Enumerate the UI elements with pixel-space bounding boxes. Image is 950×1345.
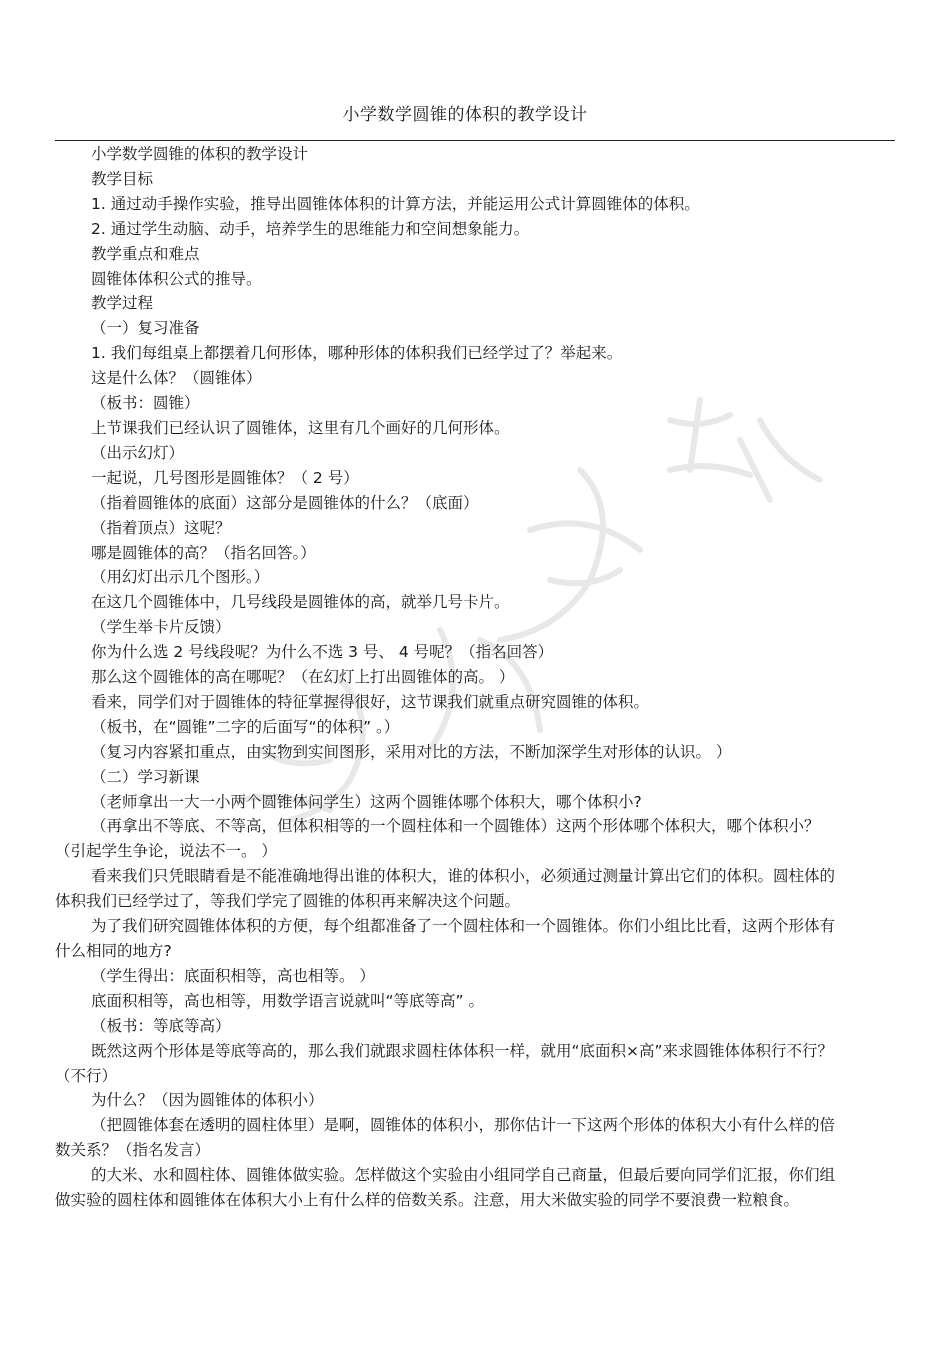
body-line: 你为什么选 2 号线段呢？为什么不选 3 号、 4 号呢？（指名回答）: [91, 643, 554, 662]
body-line: 这是什么体？（圆锥体）: [91, 369, 262, 388]
title-divider: [55, 140, 895, 141]
body-paragraph: （把圆锥体套在透明的圆柱体里）是啊，圆锥体的体积小，那你估计一下这两个形体的体积大小有什么样的倍数关系？（指名发言）: [55, 1116, 836, 1160]
body-line: （学生举卡片反馈）: [91, 618, 231, 637]
section-heading-process: 教学过程: [91, 294, 154, 313]
body-paragraph: 为了我们研究圆锥体体积的方便，每个组都准备了一个圆柱体和一个圆锥体。你们小组比比看，这两个形体有什么相同的地方?: [55, 917, 836, 960]
body-paragraph: 既然这两个形体是等底等高的，那么我们就跟求圆柱体体积一样，就用“底面积×高”来求圆锥体体积行不行？（不行）: [55, 1041, 834, 1085]
body-line: （板书，在“圆锥”二字的后面写“的体积” 。）: [91, 717, 400, 736]
body-line: （指着圆锥体的底面）这部分是圆锥体的什么？（底面）: [91, 493, 479, 512]
subsection-heading: （一）复习准备: [91, 319, 200, 338]
section-heading-key-points: 教学重点和难点: [91, 244, 200, 263]
body-line: 圆锥体体积公式的推导。: [91, 269, 262, 288]
doc-heading: 小学数学圆锥的体积的教学设计: [91, 145, 309, 163]
body-line: （老师拿出一大一小两个圆锥体问学生）这两个圆锥体哪个体积大，哪个体积小?: [91, 792, 642, 811]
page-title: 小学数学圆锥的体积的教学设计: [342, 105, 588, 125]
body-paragraph: 看来我们只凭眼睛看是不能准确地得出谁的体积大，谁的体积小，必须通过测量计算出它们的体积。圆柱体的体积我们已经学过了，等我们学完了圆锥的体积再来解决这个问题。: [55, 867, 836, 911]
body-line: 哪是圆锥体的高？（指名回答。）: [91, 543, 316, 562]
body-line: 那么这个圆锥体的高在哪呢？（在幻灯上打出圆锥体的高。 ）: [91, 668, 515, 687]
body-line: 一起说，几号图形是圆锥体？（ 2 号）: [91, 468, 359, 487]
body-line: 看来，同学们对于圆锥体的特征掌握得很好，这节课我们就重点研究圆锥的体积。: [91, 692, 650, 711]
objective-item: 1. 通过动手操作实验，推导出圆锥体体积的计算方法，并能运用公式计算圆锥体的体积。: [91, 194, 700, 213]
body-line: 在这几个圆锥体中，几号线段是圆锥体的高，就举几号卡片。: [91, 593, 510, 612]
body-line: （学生得出：底面积相等，高也相等。 ）: [91, 966, 375, 985]
body-line: （用幻灯出示几个图形。）: [91, 568, 270, 587]
objective-item: 2. 通过学生动脑、动手，培养学生的思维能力和空间想象能力。: [91, 219, 530, 238]
body-line: （出示幻灯）: [91, 443, 185, 462]
body-line: 上节课我们已经认识了圆锥体，这里有几个画好的几何形体。: [91, 418, 510, 437]
body-line: （复习内容紧扣重点，由实物到实间图形，采用对比的方法，不断加深学生对形体的认识。 ）: [91, 742, 732, 761]
body-line: （板书：等底等高）: [91, 1016, 231, 1035]
body-line: （板书：圆锥）: [91, 394, 200, 413]
document-body: [55, 142, 845, 1213]
body-line: （指着顶点）这呢？: [91, 518, 231, 537]
body-line: 底面积相等，高也相等，用数学语言说就叫“等底等高” 。: [91, 991, 484, 1010]
body-line: 为什么？（因为圆锥体的体积小）: [91, 1091, 324, 1110]
body-line: 1. 我们每组桌上都摆着几何形体，哪种形体的体积我们已经学过了？举起来。: [91, 344, 623, 363]
subsection-heading: （二）学习新课: [91, 767, 200, 786]
body-paragraph: 的大米、水和圆柱体、圆锥体做实验。怎样做这个实验由小组同学自己商量，但最后要向同学们汇报，你们组做实验的圆柱体和圆锥体在体积大小上有什么样的倍数关系。注意，用大米做实验的同学不要浪费一粒粮食。: [55, 1166, 836, 1210]
body-paragraph: （再拿出不等底、不等高，但体积相等的一个圆柱体和一个圆锥体）这两个形体哪个体积大，哪个体积小？（引起学生争论，说法不一。 ）: [55, 817, 820, 861]
section-heading-objectives: 教学目标: [91, 169, 154, 188]
